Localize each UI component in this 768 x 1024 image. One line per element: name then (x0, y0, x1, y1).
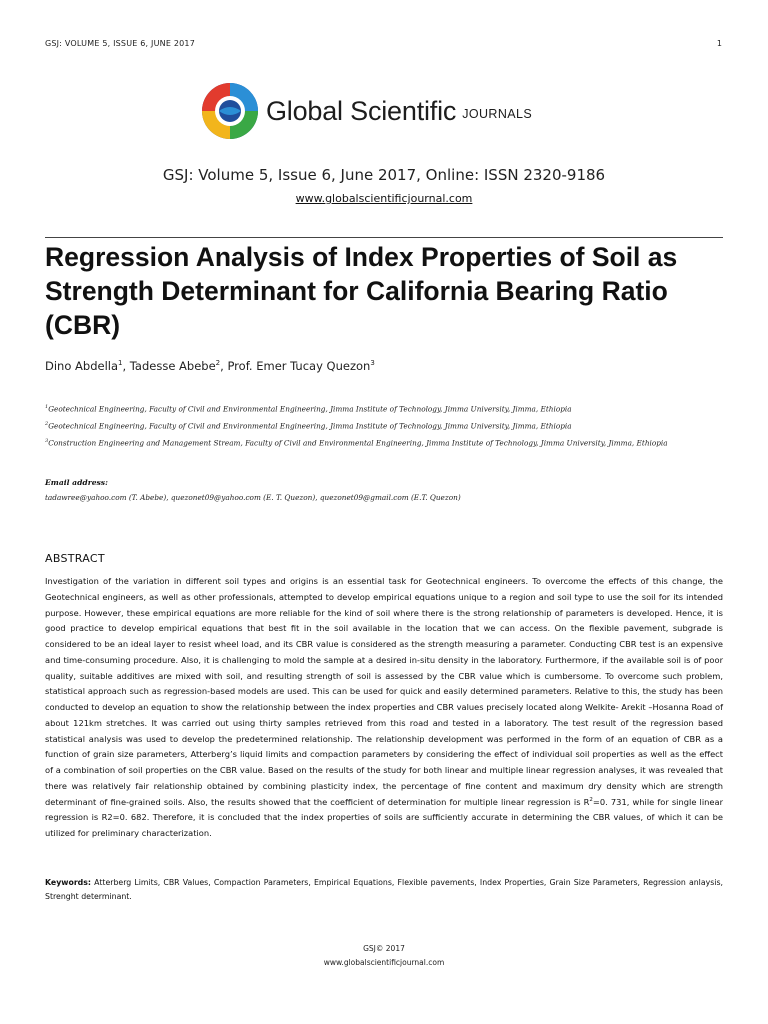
keywords-label: Keywords: (45, 878, 92, 887)
globe-logo-icon (200, 81, 260, 141)
author-name: Dino Abdella (45, 359, 119, 373)
author-name: Tadesse Abebe (129, 359, 216, 373)
logo-name: Global Scientific (266, 95, 457, 126)
abstract-heading: ABSTRACT (45, 552, 105, 565)
keywords-list: Atterberg Limits, CBR Values, Compaction Parameters, Empirical Equations, Flexible pavements, Index Properties, Grain Size Parameters, Regression anlaysis, Strenght determinant. (45, 878, 723, 901)
email-addresses: tadawree@yahoo.com (T. Abebe), quezonet09@yahoo.com (E. T. Quezon), quezonet09@gmail.com (E.T. Quezon) (45, 493, 461, 502)
paper-title: Regression Analysis of Index Properties of Soil as Strength Determinant for California Bearing Ratio (CBR) (45, 242, 678, 340)
journal-info: GSJ: Volume 5, Issue 6, June 2017, Online: ISSN 2320-9186 (162, 166, 606, 184)
affiliation: $^3$Construction Engineering and Management Stream, Faculty of Civil and Environmental Engineering, Jimma Institute of Technology, Jimma University, Jimma, Ethiopia (45, 438, 668, 448)
footer-url: www.globalscientificjournal.com (323, 958, 445, 967)
page-number: 1 (716, 39, 722, 48)
affiliation: $^2$Geotechnical Engineering, Faculty of Civil and Environmental Engineering, Jimma Institute of Technology, Jimma University, Jimma, Ethiopia (45, 421, 572, 431)
journal-logo (200, 80, 532, 142)
author-sup: 1 (118, 359, 123, 368)
author-name: Prof. Emer Tucay Quezon (227, 359, 371, 373)
keywords (45, 876, 723, 904)
author-list: Dino Abdella$^1$, Tadesse Abebe$^2$, Prof. Emer Tucay Quezon$^3$ (45, 359, 375, 373)
affiliation: $^1$Geotechnical Engineering, Faculty of Civil and Environmental Engineering, Jimma Institute of Technology, Jimma University, Jimma, Ethiopia (45, 404, 572, 414)
author-sup: 3 (370, 359, 375, 368)
abstract-text: Investigation of the variation in different soil types and origins is an essential task for Geotechnical engineers. To overcome the effects of this change, the Geotechnical engineers, as well as other professionals, attempted to develop empirical equations unique to a region and soil type to use the soil for its intended purpose. However, these empirical equations are more reliable for the kind of soil where there is the strong relationship of parameters is developed. Hence, it is good practice to develop empirical equations that best fit in the soil available in the location that we can access. On the flexible pavement, subgrade is considered to be an ideal layer to resist wheel load, and its CBR value is considered as the strength measuring a parameter. Conducting CBR test is an expensive and time-consuming procedure. Also, it is challenging to mold the sample at a desired in-situ density in the laboratory. Furthermore, if the available soil is of poor quality, suitable additives are mixed with soil, and resulting strength of soil is assessed by the CBR value which is cumbersome. To overcome such problem, statistical approach such as regression-based models are used. This can be used for quick and easily determined parameters. Relative to this, the study has been conducted to develop an equation to show the relationship between the index properties and CBR values precisely located along Welkite- Arekit –Hosanna Road of about 121km stretches. It was carried out using thirty samples retrieved from this road and tested in a laboratory. The test result of the regression based statistical analysis was used to develop the predetermined relationship. The relationship development was performed in the form of an equation of CBR as a function of grain size parameters, Atterberg’s liquid limits and compaction parameters by considering the effect of individual soil properties as well as the effect of a combination of soil properties on the CBR value. Based on the results of the study for both linear and multiple linear regression analyses, it was revealed that there was relatively fair relationship obtained by combining plasticity index, the percentage of fine content and maximum dry density which are strength determinant of fine-grained soils. Also, the results showed that the coefficient of determination for multiple linear regression is $R^2=0$. 731, while for single linear regression is R2=0. 682. Therefore, it is concluded that the index properties of soils are sufficiently accurate in determining the CBR values, of which it can be utilized for preliminary characterization. (45, 576, 723, 838)
footer-copyright: GSJ© 2017 (363, 944, 405, 953)
author-sup: 2 (215, 359, 221, 368)
running-head: GSJ: VOLUME 5, ISSUE 6, JUNE 2017 (45, 39, 195, 48)
email-label: Email address: (45, 478, 108, 487)
title-divider (45, 237, 723, 238)
logo-subtitle: JOURNALS (462, 107, 533, 121)
journal-url-link[interactable]: www.globalscientificjournal.com (295, 192, 473, 205)
